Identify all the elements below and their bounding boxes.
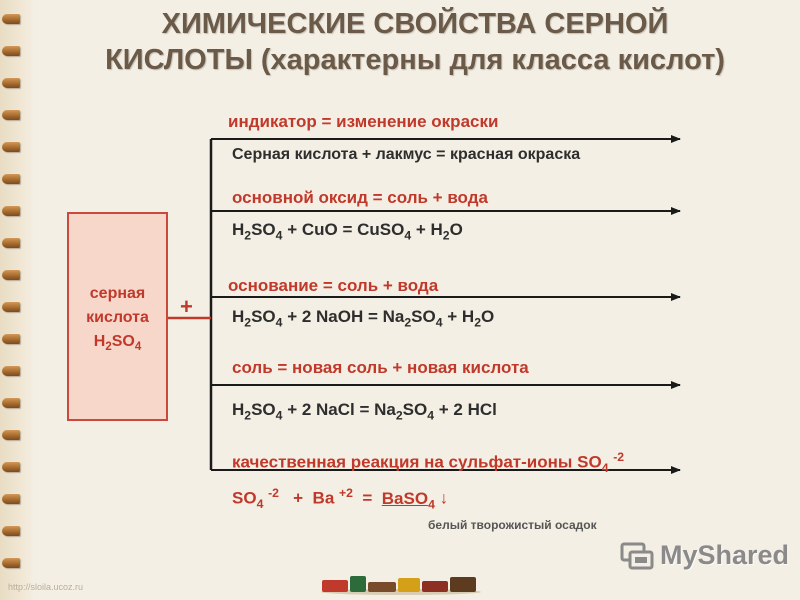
example-indicator: Серная кислота + лакмус = красная окраска xyxy=(232,146,581,163)
title-line-2: КИСЛОТЫ (характерны для класса кислот) xyxy=(105,44,725,76)
rule-base: основание = соль + вода xyxy=(228,276,439,295)
myshared-logo-text: MyShared xyxy=(660,539,790,570)
sulfuric-acid-label xyxy=(67,282,168,359)
box-line-1: серная xyxy=(89,285,146,302)
myshared-logo xyxy=(620,538,789,572)
rule-salt: соль = новая соль + новая кислота xyxy=(232,358,529,377)
equation-qualitative: $SO_4$ $^{-2}$ + Ba $^{+2}$ = BaSO$_4$ ↓ xyxy=(232,486,449,512)
title-line-1: ХИМИЧЕСКИЕ СВОЙСТВА СЕРНОЙ xyxy=(161,8,669,40)
myshared-logo-icon xyxy=(620,538,654,572)
box-line-2: кислота xyxy=(86,309,149,326)
rule-indicator: индикатор = изменение окраски xyxy=(228,112,499,131)
plus-sign: + xyxy=(180,294,193,319)
rule-basic-oxide: основной оксид = соль + вода xyxy=(232,188,488,207)
box-formula: $H_2SO_4$ xyxy=(93,333,142,354)
rule-qualitative: качественная реакция на сульфат-ионы $SO_4$ $^{-2}$ xyxy=(232,450,625,476)
books-decoration xyxy=(316,570,486,596)
precipitate-note: белый творожистый осадок xyxy=(428,518,597,532)
equation-base: $H_2SO_4 + 2$ NaOH = $Na_2SO_4 + H_2O$ xyxy=(232,307,495,330)
equation-salt: $H_2SO_4 + 2$ NaCl = $Na_2SO_4 + 2$ HCl xyxy=(232,400,497,423)
source-url: http://sloila.ucoz.ru xyxy=(8,582,84,592)
equation-basic-oxide: $H_2SO_4$ + CuO = CuSO$_4$ + $H_2O$ xyxy=(232,220,463,243)
